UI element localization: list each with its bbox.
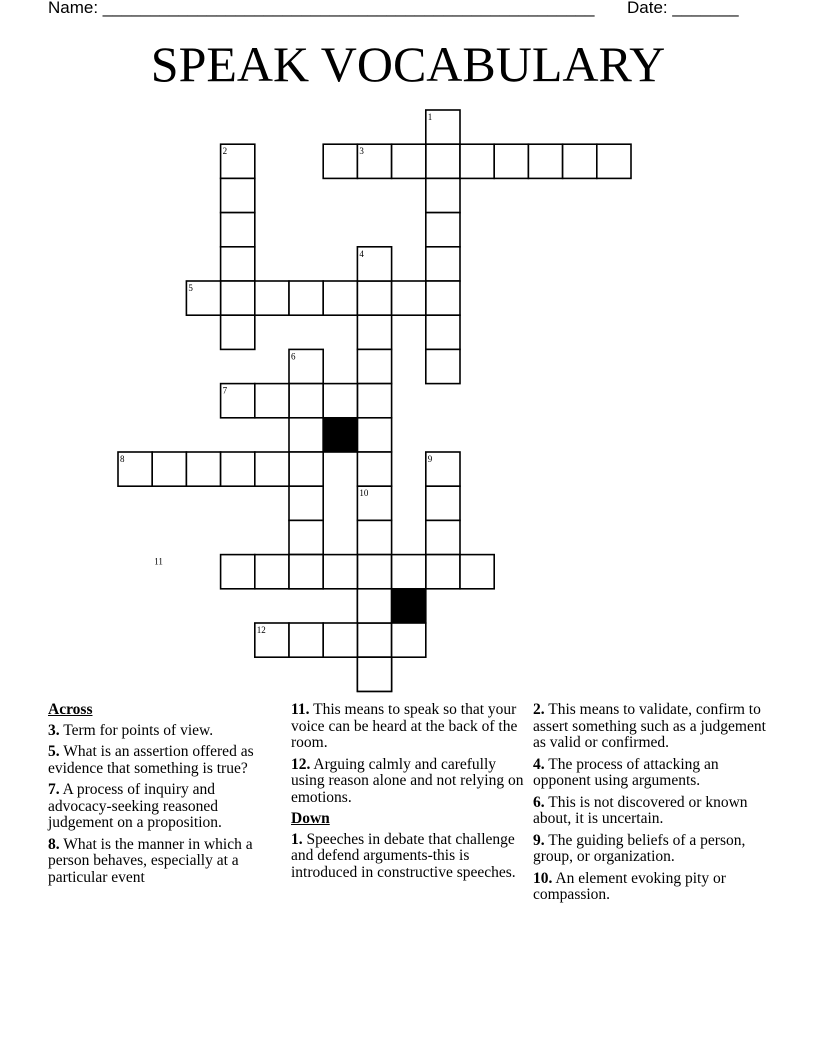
crossword-cell[interactable]: [392, 555, 426, 589]
crossword-cell[interactable]: [357, 315, 391, 349]
crossword-cell[interactable]: [323, 281, 357, 315]
clue-number-5: 5: [188, 283, 193, 293]
page-title: SPEAK VOCABULARY: [150, 36, 666, 92]
crossword-cell[interactable]: [289, 452, 323, 486]
clue-across-11: 11. This means to speak so that your voice can be heard at the back of the room.: [291, 701, 518, 751]
crossword-cell[interactable]: [357, 247, 391, 281]
crossword-cell[interactable]: [357, 623, 391, 657]
clue-down-1: 1. Speeches in debate that challenge and defend arguments-this is introduced in constructive speeches.: [291, 830, 516, 881]
down-heading: Down: [291, 810, 330, 827]
crossword-cell[interactable]: [186, 452, 220, 486]
clue-down-10: 10. An element evoking pity or compassion.: [533, 869, 726, 903]
crossword-cell[interactable]: [426, 178, 460, 212]
crossword-cell[interactable]: [118, 452, 152, 486]
clues-column-1: [48, 702, 280, 891]
clue-number-4: 4: [359, 248, 364, 259]
crossword-cell[interactable]: [255, 623, 289, 657]
crossword-cell[interactable]: [221, 452, 255, 486]
crossword-cell[interactable]: [597, 144, 631, 178]
crossword-cell[interactable]: [426, 281, 460, 315]
crossword-cell[interactable]: [289, 520, 323, 554]
crossword-black-cell: [392, 589, 426, 623]
crossword-black-cell: [323, 418, 357, 452]
crossword-cell[interactable]: [323, 555, 357, 589]
clue-down-6: 6. This is not discovered or known about, it is uncertain.: [533, 793, 748, 827]
crossword-cell[interactable]: [221, 384, 255, 418]
crossword-cell[interactable]: [255, 384, 289, 418]
crossword-cell[interactable]: [563, 144, 597, 178]
name-field-line: Name: ____________________________________________________: [48, 0, 595, 17]
crossword-cell[interactable]: [426, 555, 460, 589]
crossword-cell[interactable]: [289, 486, 323, 520]
crossword-cell[interactable]: [460, 555, 494, 589]
crossword-cell[interactable]: [255, 452, 289, 486]
crossword-cell[interactable]: [357, 486, 391, 520]
crossword-cell[interactable]: [221, 315, 255, 349]
clue-number-1: 1: [427, 112, 433, 122]
crossword-cell[interactable]: [357, 657, 391, 691]
crossword-cell[interactable]: [221, 144, 255, 178]
crossword-cell[interactable]: [494, 144, 528, 178]
date-field-line: Date: _______: [627, 0, 739, 17]
crossword-cell[interactable]: [357, 384, 391, 418]
clue-across-8: 8. What is the manner in which a person behaves, especially at a particular event: [48, 835, 253, 886]
crossword-cell[interactable]: [357, 349, 391, 383]
clue-across-3: 3. Term for points of view.: [48, 721, 214, 739]
clue-number-2: 2: [222, 146, 228, 157]
clue-down-9: 9. The guiding beliefs of a person, group, or organization.: [533, 831, 746, 865]
crossword-cell[interactable]: [221, 555, 255, 589]
clue-across-5: 5. What is an assertion offered as evidence that something is true?: [48, 743, 254, 777]
crossword-cell[interactable]: [426, 486, 460, 520]
crossword-cell[interactable]: [221, 178, 255, 212]
clue-number-8: 8: [120, 454, 125, 464]
crossword-cell[interactable]: [392, 144, 426, 178]
crossword-cell[interactable]: [357, 144, 391, 178]
crossword-cell[interactable]: [357, 555, 391, 589]
crossword-cell[interactable]: [255, 281, 289, 315]
clue-number-3: 3: [359, 146, 364, 157]
crossword-cell[interactable]: [426, 247, 460, 281]
crossword-cell[interactable]: [323, 623, 357, 657]
across-heading: Across: [48, 701, 93, 718]
clue-across-7: 7. A process of inquiry and advocacy-seeking reasoned judgement on a proposition.: [48, 781, 222, 831]
crossword-cell[interactable]: [357, 418, 391, 452]
crossword-cell[interactable]: [289, 281, 323, 315]
clue-number-7: 7: [222, 385, 228, 396]
crossword-cell[interactable]: [289, 623, 323, 657]
crossword-cell[interactable]: [152, 452, 186, 486]
crossword-cell[interactable]: [426, 144, 460, 178]
crossword-cell[interactable]: [289, 555, 323, 589]
crossword-cell[interactable]: [426, 213, 460, 247]
clue-number-12: 12: [256, 625, 266, 635]
crossword-cell[interactable]: [221, 247, 255, 281]
crossword-cell[interactable]: [426, 349, 460, 383]
crossword-cell[interactable]: [460, 144, 494, 178]
crossword-cell[interactable]: [289, 349, 323, 383]
crossword-cell[interactable]: [392, 623, 426, 657]
crossword-cell[interactable]: [357, 589, 391, 623]
crossword-cell[interactable]: [426, 315, 460, 349]
crossword-cell[interactable]: [426, 452, 460, 486]
crossword-cell[interactable]: [323, 384, 357, 418]
crossword-cell[interactable]: [392, 281, 426, 315]
crossword-cell[interactable]: [186, 281, 220, 315]
crossword-cell[interactable]: [426, 110, 460, 144]
clues-column-2: [291, 702, 527, 886]
clue-across-12: 12. Arguing calmly and carefully using reason alone and not relying on emotions.: [291, 755, 524, 806]
clue-number-10: 10: [359, 488, 369, 499]
crossword-cell[interactable]: [357, 452, 391, 486]
crossword-cell[interactable]: [289, 384, 323, 418]
clue-number-9: 9: [427, 454, 433, 464]
clue-number-11: 11: [154, 556, 163, 567]
crossword-cell[interactable]: [357, 281, 391, 315]
crossword-cell[interactable]: [323, 144, 357, 178]
clue-number-6: 6: [291, 351, 296, 362]
crossword-cell[interactable]: [357, 520, 391, 554]
clue-down-2: 2. This means to validate, confirm to assert something such as a judgement as valid or confirmed.: [533, 701, 766, 751]
clue-down-4: 4. The process of attacking an opponent using arguments.: [533, 755, 719, 789]
crossword-cell[interactable]: [221, 281, 255, 315]
crossword-cell[interactable]: [289, 418, 323, 452]
crossword-cell[interactable]: [221, 213, 255, 247]
crossword-cell[interactable]: [255, 555, 289, 589]
crossword-cell[interactable]: [426, 520, 460, 554]
crossword-cell[interactable]: [528, 144, 562, 178]
clues-column-3: [533, 702, 773, 909]
